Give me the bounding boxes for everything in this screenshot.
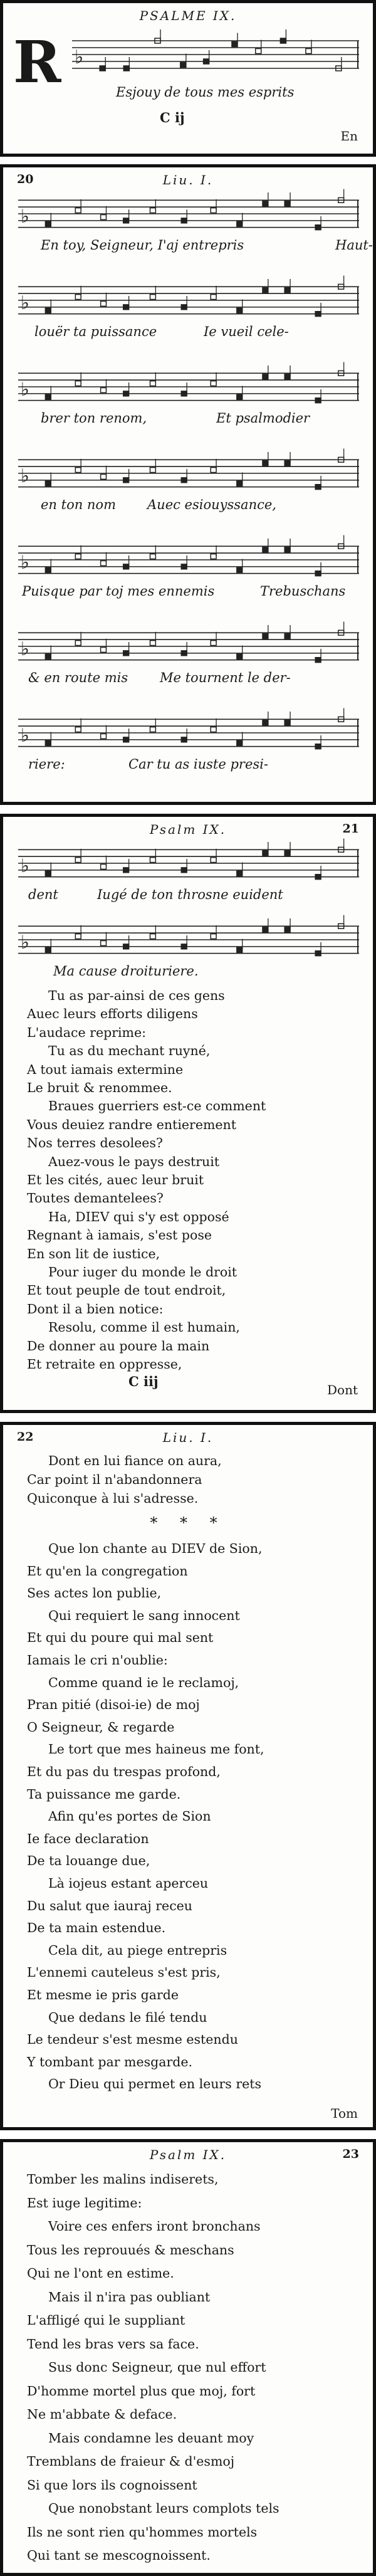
music-staff	[72, 38, 359, 72]
svg-text:♭: ♭	[20, 378, 29, 400]
verse-line: L'ennemi cauteleus s'est pris,	[27, 1965, 221, 1980]
running-title: Psalm IX.	[149, 2147, 227, 2162]
lyric-text: Iugé de ton throsne euident	[97, 887, 283, 902]
verse-line: Si que lors ils cognoissent	[27, 2477, 197, 2493]
verse-line: Pran pitié (disoi-ie) de moj	[27, 1697, 200, 1713]
verse-line: Dont il a bien notice:	[27, 1301, 164, 1317]
verse-line: Cela dit, au piege entrepris	[48, 1942, 227, 1958]
page-header	[3, 171, 373, 190]
verse-line: Toutes demantelees?	[27, 1191, 164, 1206]
page-header	[3, 7, 373, 26]
verse-line: Et qui du poure qui mal sent	[27, 1630, 214, 1646]
verse-line: Que dedans le filé tendu	[48, 2009, 207, 2025]
catchword: Dont	[327, 1382, 358, 1397]
svg-text:♭: ♭	[20, 205, 29, 227]
music-staff	[18, 371, 359, 404]
lyric-text: Auec esiouyssance,	[147, 497, 276, 512]
signature-mark: C ij	[160, 110, 185, 125]
verse-line: D'homme mortel plus que moj, fort	[27, 2383, 256, 2399]
verse-line: Or Dieu qui permet en leurs rets	[48, 2076, 262, 2092]
page-header	[3, 821, 373, 839]
verse-line: Et les cités, auec leur bruit	[27, 1172, 204, 1187]
page-3	[0, 814, 376, 1413]
verse-line: Et mesme ie pris garde	[27, 1987, 179, 2002]
svg-text:♭: ♭	[20, 931, 29, 953]
lyric-text: brer ton renom,	[41, 411, 147, 426]
verse-line: A tout iamais extermine	[27, 1061, 184, 1077]
verse-line: Voire ces enfers iront bronchans	[48, 2219, 261, 2234]
svg-text:♭: ♭	[20, 551, 29, 573]
signature-mark: C iij	[128, 1374, 159, 1389]
music-staff	[18, 717, 359, 750]
verse-line: Quiconque à lui s'adresse.	[27, 1491, 199, 1506]
verse-line: Que nonobstant leurs complots tels	[48, 2501, 279, 2516]
verse-line: Que lon chante au DIEV de Sion,	[48, 1541, 263, 1556]
svg-text:♭: ♭	[20, 292, 29, 313]
verse-line: Tu as par-ainsi de ces gens	[48, 988, 225, 1003]
verse-line: Nos terres desolees?	[27, 1135, 163, 1151]
lyric-text: Car tu as iuste presi-	[128, 757, 268, 772]
lyric-text: En toy, Seigneur, I'aj entrepris	[41, 238, 244, 253]
music-staff	[18, 284, 359, 318]
page-number: 22	[17, 1430, 34, 1444]
verse-line: Mais il n'ira pas oubliant	[48, 2289, 211, 2305]
verse-line: Resolu, comme il est humain,	[48, 1320, 240, 1335]
verse-line: Est iuge legitime:	[27, 2195, 142, 2211]
lyric-text: Haut-	[335, 238, 373, 253]
page-header	[3, 1429, 373, 1448]
running-title: PSALME IX.	[139, 8, 237, 23]
running-title: Liu. I.	[162, 1430, 214, 1445]
lyric-text: Puisque par toj mes ennemis	[22, 584, 215, 599]
verse-line: Qui requiert le sang innocent	[48, 1607, 240, 1623]
verse-line: Ie face declaration	[27, 1831, 149, 1846]
verse-line: Car point il n'abandonnera	[27, 1472, 202, 1487]
verse-line: Y tombant par mesgarde.	[27, 2054, 193, 2069]
page-number: 20	[17, 172, 34, 186]
verse-line: Braues guerriers est-ce comment	[48, 1098, 266, 1114]
page-number: 23	[342, 2147, 359, 2161]
verse-line: Ses actes lon publie,	[27, 1585, 162, 1601]
music-staff	[18, 630, 359, 664]
verse-line: Tomber les malins indiserets,	[27, 2172, 219, 2187]
verse-line: Pour iuger du monde le droit	[48, 1264, 238, 1280]
verse-line: Là iojeus estant aperceu	[48, 1876, 209, 1891]
verse-line: Dont en lui fiance on aura,	[48, 1453, 222, 1468]
lyric-text: Ma cause droituriere.	[53, 964, 199, 979]
lyric-text: Ie vueil cele-	[204, 324, 289, 339]
catchword: En	[340, 129, 358, 144]
verse-line: Qui tant se mescognoissent.	[27, 2548, 211, 2563]
verse-line: Auec leurs efforts diligens	[27, 1006, 198, 1022]
page-header	[3, 2146, 373, 2165]
verse-line: Du salut que iauraj receu	[27, 1898, 193, 1913]
music-staff	[18, 457, 359, 491]
verse-line: Le bruit & renommee.	[27, 1080, 172, 1095]
verse-line: Le tendeur s'est mesme estendu	[27, 2032, 238, 2048]
verse-line: Qui ne l'ont en estime.	[27, 2266, 174, 2281]
lyric-text: en ton nom	[41, 497, 116, 512]
page-5	[0, 2139, 376, 2576]
page-2	[0, 164, 376, 805]
lyric-text: louër ta puissance	[34, 324, 157, 339]
page-number: 21	[342, 822, 359, 836]
verse-line: Et qu'en la congregation	[27, 1563, 188, 1579]
music-staff	[18, 197, 359, 231]
lyric-text: dent	[28, 887, 58, 902]
svg-text:♭: ♭	[20, 724, 29, 746]
verse-line: Et du pas du trespas profond,	[27, 1764, 221, 1779]
lyric-text: & en route mis	[28, 670, 128, 685]
verse-line: O Seigneur, & regarde	[27, 1719, 175, 1735]
verse-line: Tous les reprouués & meschans	[27, 2242, 234, 2258]
verse-line: Tend les bras vers sa face.	[27, 2336, 199, 2352]
verse-line: L'affligé qui le suppliant	[27, 2313, 185, 2328]
decorated-initial: R	[13, 28, 61, 96]
lyric-text: Et psalmodier	[216, 411, 310, 426]
verse-line: Vous deuiez randre entierement	[27, 1117, 236, 1132]
svg-text:♭: ♭	[20, 465, 29, 486]
verse-line: L'audace reprime:	[27, 1024, 147, 1040]
verse-line: Afin qu'es portes de Sion	[48, 1809, 211, 1824]
svg-text:♭: ♭	[20, 854, 29, 876]
verse-line: Tremblans de fraieur & d'esmoj	[27, 2454, 235, 2469]
verse-line: Mais condamne les deuant moy	[48, 2430, 254, 2446]
svg-text:♭: ♭	[75, 46, 84, 68]
music-staff	[18, 923, 359, 957]
verse-line: Tu as du mechant ruyné,	[48, 1043, 211, 1059]
lyric-text: riere:	[28, 757, 65, 772]
page-1	[0, 0, 376, 157]
verse-line: De ta main estendue.	[27, 1920, 166, 1936]
verse-line: Ta puissance me garde.	[27, 1786, 181, 1802]
verse-line: Ha, DIEV qui s'y est opposé	[48, 1209, 229, 1224]
verse-line: En son lit de iustice,	[27, 1246, 160, 1261]
verse-line: De donner au poure la main	[27, 1338, 210, 1354]
lyric-text: Esjouy de tous mes esprits	[116, 85, 295, 100]
page-4	[0, 1422, 376, 2130]
running-title: Psalm IX.	[149, 822, 227, 837]
verse-line: Et tout peuple de tout endroit,	[27, 1283, 226, 1298]
music-staff	[18, 544, 359, 577]
verse-line: Regnant à iamais, s'est pose	[27, 1228, 212, 1243]
verse-line: Iamais le cri n'oublie:	[27, 1653, 168, 1668]
verse-line: De ta louange due,	[27, 1853, 150, 1869]
verse-line: Ils ne sont rien qu'hommes mortels	[27, 2524, 258, 2540]
lyric-text: Trebuschans	[260, 584, 346, 599]
svg-text:♭: ♭	[20, 638, 29, 660]
verse-line: Comme quand ie le reclamoj,	[48, 1674, 239, 1690]
catchword: Tom	[331, 2106, 358, 2121]
verse-line: Sus donc Seigneur, que nul effort	[48, 2360, 266, 2375]
music-staff	[18, 847, 359, 881]
lyric-text: Me tournent le der-	[160, 670, 291, 685]
verse-line: Et retraite en oppresse,	[27, 1357, 182, 1372]
section-ornament: * * *	[150, 1514, 226, 1532]
verse-line: Auez-vous le pays destruit	[48, 1154, 220, 1169]
running-title: Liu. I.	[162, 172, 214, 187]
verse-line: Ne m'abbate & deface.	[27, 2407, 177, 2422]
verse-line: Le tort que mes haineus me font,	[48, 1742, 264, 1757]
